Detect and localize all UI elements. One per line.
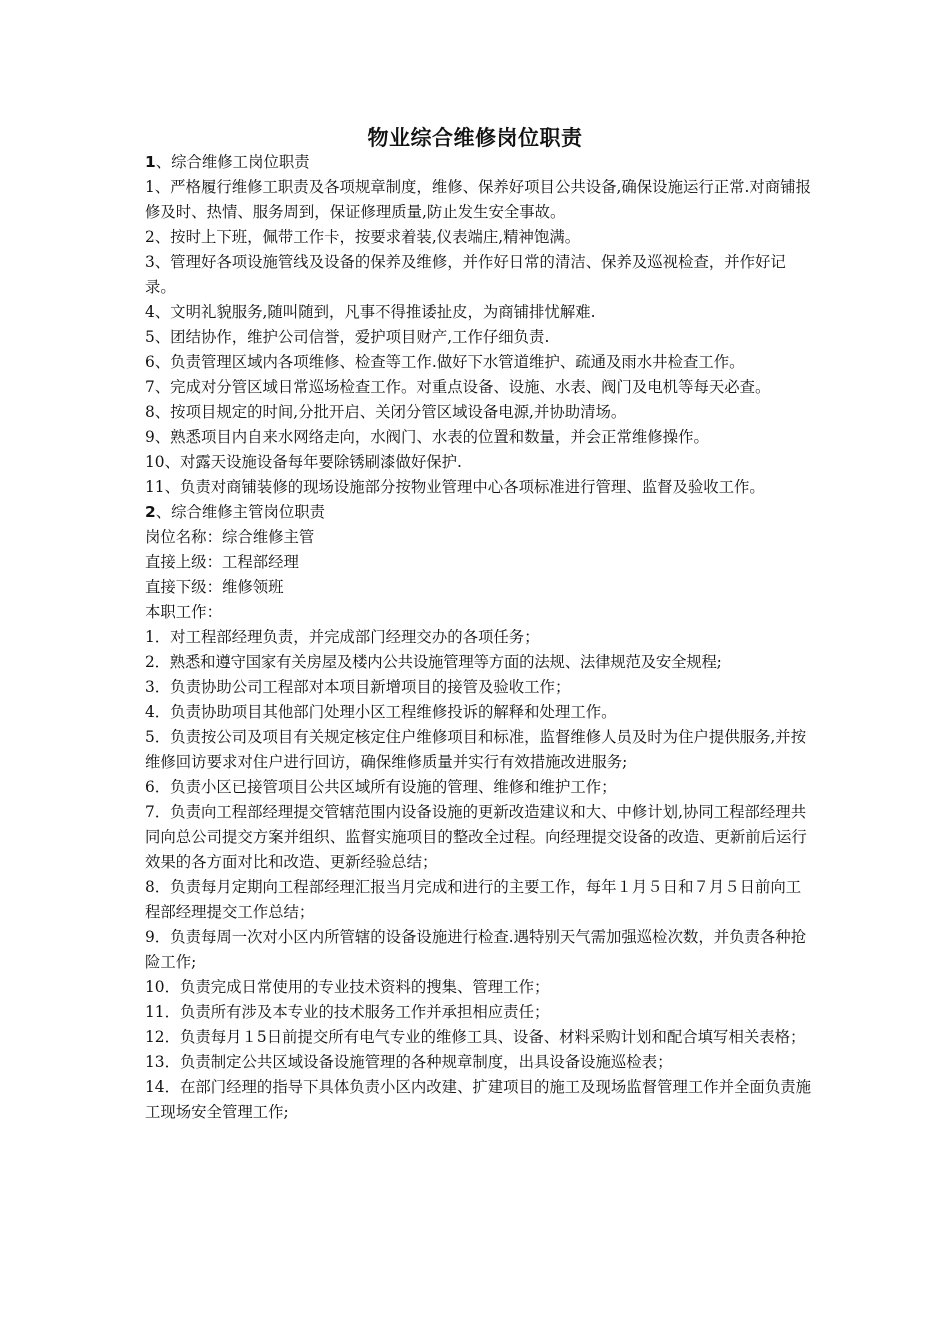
duty-item: 5、团结协作，维护公司信誉，爱护项目财产,工作仔细负责. <box>145 328 550 346</box>
duty-item: 1．对工程部经理负责，并完成部门经理交办的各项任务； <box>145 628 540 646</box>
section-heading-text: 、综合维修主管岗位职责 <box>155 503 326 521</box>
duty-item: 9．负责每周一次对小区内所管辖的设备设施进行检查.遇特别天气需加强巡检次数，并负责各种抢险工作; <box>145 928 807 971</box>
duty-item: 8．负责每月定期向工程部经理汇报当月完成和进行的主要工作，每年１月５日和７月５日前向工程部经理提交工作总结； <box>145 878 802 921</box>
duty-item: 1、严格履行维修工职责及各项规章制度，维修、保养好项目公共设备,确保设施运行正常.对商铺报修及时、热情、服务周到，保证修理质量,防止发生安全事故。 <box>145 178 811 221</box>
direct-superior: 直接上级：工程部经理 <box>145 553 299 571</box>
section-number: 1 <box>145 153 156 171</box>
duty-item: 10、对露天设施设备每年要除锈刷漆做好保护. <box>145 453 462 471</box>
duty-item: 8、按项目规定的时间,分批开启、关闭分管区域设备电源,并协助清场。 <box>145 403 627 421</box>
direct-subordinate: 直接下级：维修领班 <box>145 578 284 596</box>
duty-item: 11、负责对商铺装修的现场设施部分按物业管理中心各项标准进行管理、监督及验收工作。 <box>145 478 765 496</box>
duty-item: 12．负责每月１5日前提交所有电气专业的维修工具、设备、材料采购计划和配合填写相关表格； <box>145 1028 806 1046</box>
duty-item: 14．在部门经理的指导下具体负责小区内改建、扩建项目的施工及现场监督管理工作并全面负责施工现场安全管理工作; <box>145 1078 811 1121</box>
section-heading-text: 、综合维修工岗位职责 <box>155 153 310 171</box>
duty-item: 11．负责所有涉及本专业的技术服务工作并承担相应责任； <box>145 1003 550 1021</box>
duty-item: 4、文明礼貌服务,随叫随到，凡事不得推诿扯皮，为商铺排忧解难. <box>145 303 596 321</box>
duty-item: 3、管理好各项设施管线及设备的保养及维修，并作好日常的清洁、保养及巡视检查，并作好记录。 <box>145 253 786 296</box>
section-heading-2 <box>145 500 813 525</box>
section-heading-1 <box>145 150 813 175</box>
section-number: 2 <box>145 503 156 521</box>
duty-item: 13．负责制定公共区域设备设施管理的各种规章制度，出具设备设施巡检表； <box>145 1053 673 1071</box>
document-title: 物业综合维修岗位职责 <box>367 126 583 150</box>
duty-item: 7、完成对分管区域日常巡场检查工作。对重点设备、设施、水表、阀门及电机等每天必查。 <box>145 378 771 396</box>
duty-item: 2．熟悉和遵守国家有关房屋及楼内公共设施管理等方面的法规、法律规范及安全规程; <box>145 653 722 671</box>
duty-item: 5．负责按公司及项目有关规定核定住户维修项目和标准，监督维修人员及时为住户提供服务,并按维修回访要求对住户进行回访，确保维修质量并实行有效措施改进服务; <box>145 728 807 771</box>
duty-item: 2、按时上下班，佩带工作卡，按要求着装,仪表端庄,精神饱满。 <box>145 228 581 246</box>
job-duties-label: 本职工作： <box>145 603 222 621</box>
duty-item: 9、熟悉项目内自来水网络走向，水阀门、水表的位置和数量，并会正常维修操作。 <box>145 428 709 446</box>
position-name: 岗位名称：综合维修主管 <box>145 528 315 546</box>
document-body <box>145 150 813 1125</box>
duty-item: 4．负责协助项目其他部门处理小区工程维修投诉的解释和处理工作。 <box>145 703 617 721</box>
duty-item: 10．负责完成日常使用的专业技术资料的搜集、管理工作； <box>145 978 550 996</box>
duty-item: 3．负责协助公司工程部对本项目新增项目的接管及验收工作； <box>145 678 571 696</box>
duty-item: 6、负责管理区域内各项维修、检查等工作.做好下水管道维护、疏通及雨水井检查工作。 <box>145 353 745 371</box>
duty-item: 7．负责向工程部经理提交管辖范围内设备设施的更新改造建议和大、中修计划,协同工程部经理共同向总公司提交方案并组织、监督实施项目的整改全过程。向经理提交设备的改造、更新前后运行效果的各方面对比和改造、更新经验总结； <box>145 803 807 871</box>
duty-item: 6．负责小区已接管项目公共区域所有设施的管理、维修和维护工作； <box>145 778 617 796</box>
